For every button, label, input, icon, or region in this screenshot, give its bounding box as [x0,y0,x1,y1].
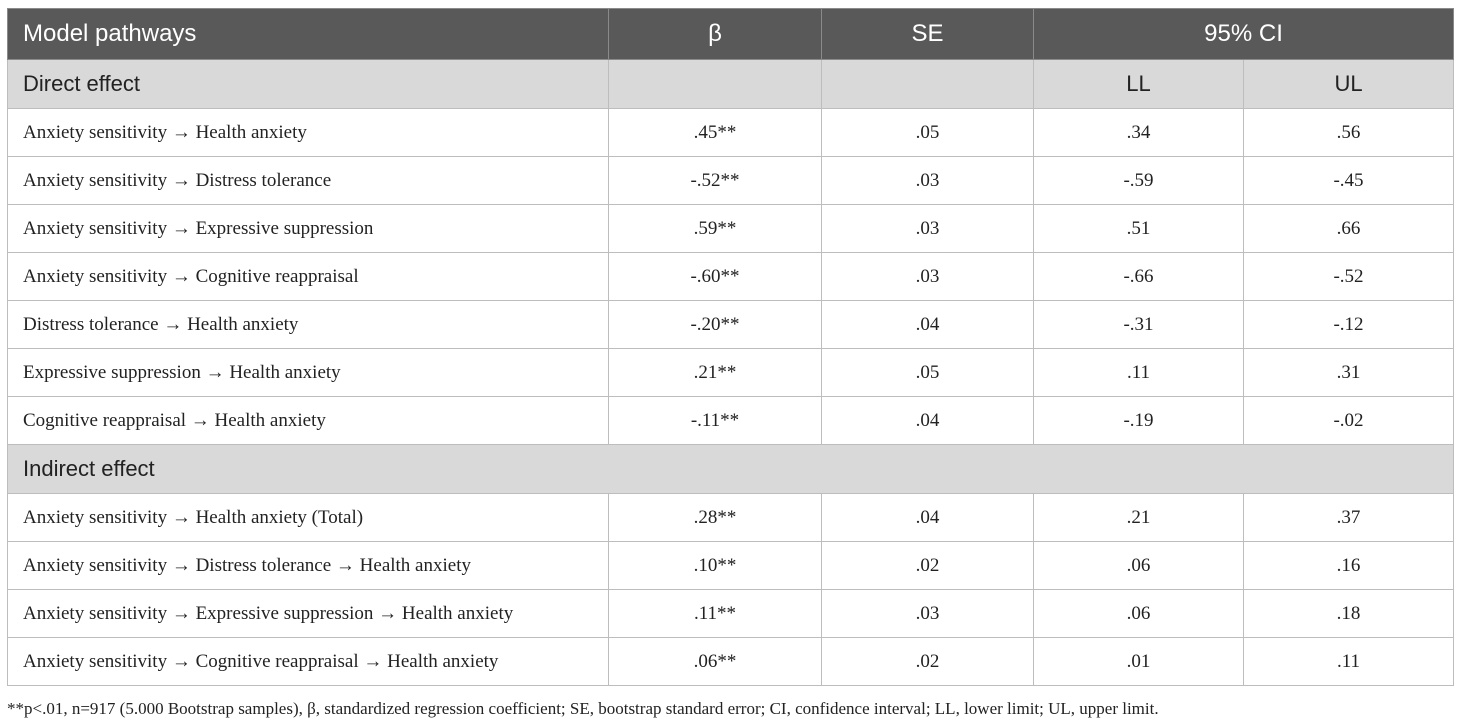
beta-cell: .06** [609,638,822,686]
ll-cell: .34 [1034,109,1244,157]
ll-cell: .01 [1034,638,1244,686]
beta-cell: .21** [609,349,822,397]
subheader-ul: UL [1244,60,1454,109]
se-cell: .03 [822,590,1034,638]
se-cell: .04 [822,494,1034,542]
table-row [8,397,1454,445]
pathway-cell: Anxiety sensitivity → Health anxiety [8,109,609,157]
beta-cell: .28** [609,494,822,542]
table-row [8,542,1454,590]
results-table [7,8,1454,686]
ul-cell: .31 [1244,349,1454,397]
beta-cell: -.20** [609,301,822,349]
table-header-row [8,9,1454,60]
section-label: Direct effect [8,60,609,109]
table-row [8,638,1454,686]
pathway-cell: Anxiety sensitivity → Distress tolerance → Health anxiety [8,542,609,590]
header-model-pathways: Model pathways [8,9,609,60]
beta-cell: -.60** [609,253,822,301]
section-direct-effect [8,60,1454,109]
table-row [8,590,1454,638]
section-indirect-effect [8,445,1454,494]
ul-cell: -.52 [1244,253,1454,301]
beta-cell: .11** [609,590,822,638]
section-label: Indirect effect [8,445,1454,494]
se-cell: .04 [822,397,1034,445]
se-cell: .02 [822,638,1034,686]
pathway-cell: Anxiety sensitivity → Expressive suppression → Health anxiety [8,590,609,638]
ll-cell: .11 [1034,349,1244,397]
header-se: SE [822,9,1034,60]
se-cell: .03 [822,205,1034,253]
ul-cell: -.45 [1244,157,1454,205]
ul-cell: -.02 [1244,397,1454,445]
ul-cell: .37 [1244,494,1454,542]
ll-cell: -.66 [1034,253,1244,301]
table-row [8,253,1454,301]
ul-cell: .11 [1244,638,1454,686]
table-footnote: **p<.01, n=917 (5.000 Bootstrap samples), β, standardized regression coefficient; SE, bootstrap standard error; CI, confidence interval; LL, lower limit; UL, upper limit. [7,699,1159,718]
beta-cell: .59** [609,205,822,253]
table-row [8,157,1454,205]
se-cell: .03 [822,253,1034,301]
ll-cell: .06 [1034,590,1244,638]
ul-cell: .18 [1244,590,1454,638]
ll-cell: .21 [1034,494,1244,542]
beta-cell: -.11** [609,397,822,445]
ul-cell: -.12 [1244,301,1454,349]
pathway-cell: Anxiety sensitivity → Cognitive reappraisal → Health anxiety [8,638,609,686]
pathway-cell: Cognitive reappraisal → Health anxiety [8,397,609,445]
ll-cell: -.31 [1034,301,1244,349]
se-cell: .04 [822,301,1034,349]
se-cell: .02 [822,542,1034,590]
se-cell: .03 [822,157,1034,205]
pathway-cell: Anxiety sensitivity → Distress tolerance [8,157,609,205]
header-beta: β [609,9,822,60]
pathway-cell: Expressive suppression → Health anxiety [8,349,609,397]
table-row [8,205,1454,253]
header-ci: 95% CI [1034,9,1454,60]
ll-cell: -.19 [1034,397,1244,445]
ul-cell: .56 [1244,109,1454,157]
ul-cell: .16 [1244,542,1454,590]
ul-cell: .66 [1244,205,1454,253]
ll-cell: .06 [1034,542,1244,590]
subheader-ll: LL [1034,60,1244,109]
pathway-cell: Anxiety sensitivity → Health anxiety (Total) [8,494,609,542]
beta-cell: -.52** [609,157,822,205]
table-row [8,349,1454,397]
beta-cell: .45** [609,109,822,157]
pathway-cell: Distress tolerance → Health anxiety [8,301,609,349]
pathway-cell: Anxiety sensitivity → Cognitive reappraisal [8,253,609,301]
pathway-cell: Anxiety sensitivity → Expressive suppression [8,205,609,253]
table-row [8,301,1454,349]
ll-cell: .51 [1034,205,1244,253]
se-cell: .05 [822,349,1034,397]
table-row [8,109,1454,157]
table-row [8,494,1454,542]
se-cell: .05 [822,109,1034,157]
ll-cell: -.59 [1034,157,1244,205]
beta-cell: .10** [609,542,822,590]
